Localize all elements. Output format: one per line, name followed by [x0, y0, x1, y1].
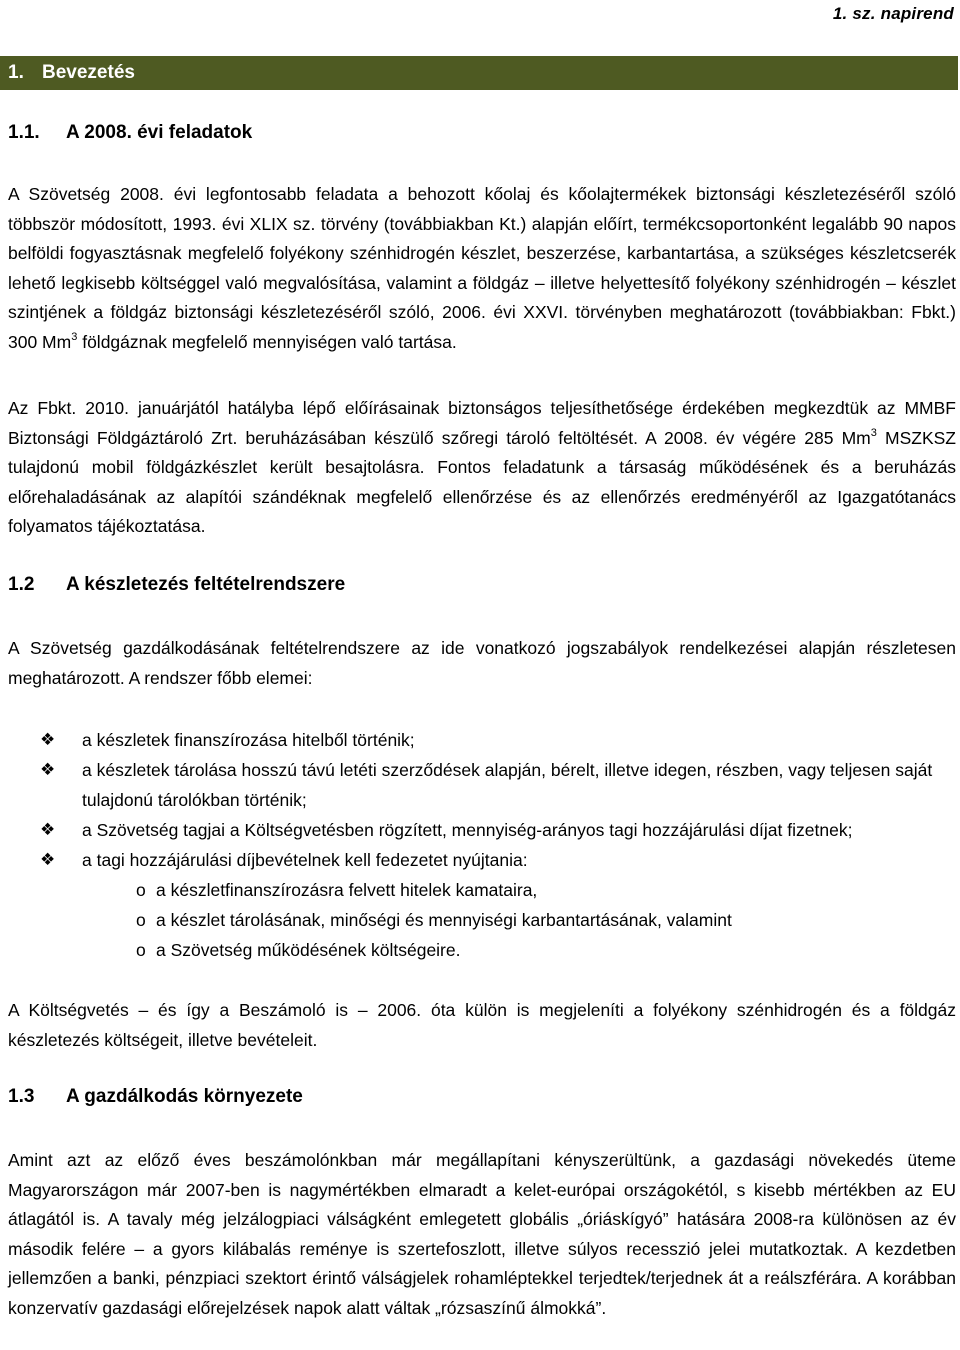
agenda-label: 1. sz. napirend: [832, 4, 954, 23]
list-item-text: a Szövetség tagjai a Költségvetésben rögzített, mennyiség-arányos tagi hozzájárulási díjat fizetnek;: [82, 820, 853, 840]
section-number: 1.: [8, 62, 24, 83]
circle-bullet-icon: o: [136, 940, 146, 960]
paragraph-framework: [8, 634, 956, 693]
list-item-text: a tagi hozzájárulási díjbevételnek kell fedezetet nyújtania:: [82, 850, 528, 870]
circle-bullet-icon: o: [136, 880, 146, 900]
superscript: 3: [870, 426, 877, 439]
diamond-bullet-icon: ❖: [40, 820, 56, 840]
paragraph-text: Az Fbkt. 2010. januárjától hatályba lépő előírásainak biztonságos teljesíthetősége érdekében megkezdtük az MMBF Biztonsági Földgáztároló Zrt. beruházásában készülő szőregi tároló feltöltését. A 2008. év végére 285 Mm: [8, 398, 956, 448]
sub-list-item: [82, 935, 940, 965]
diamond-bullet-icon: ❖: [40, 760, 56, 780]
paragraph-text: földgáznak megfelelő mennyiségen való tartása.: [77, 331, 457, 352]
list-item: [40, 845, 940, 965]
paragraph-text: A Költségvetés – és így a Beszámoló is – 2006. óta külön is megjeleníti a folyékony szénhidrogén és a földgáz készletezés költségeit, illetve bevételeit.: [8, 1000, 956, 1050]
list-item-text: a készletek finanszírozása hitelből történik;: [82, 730, 415, 750]
paragraph-text: Amint azt az előző éves beszámolónkban már megállapítani kényszerültünk, a gazdasági növekedés üteme Magyarországon már 2007-ben is nagymértékben elmaradt a kelet-európai országokétól, s kisebb mértékben az EU átlagától is. A tavaly még jelzálogpiaci válságként emlegetett globális „óriáskígyó” hatására 2008-ra különösen az év második felére – a gyors kilábalás reménye is szertefoszlott, illetve súlyos recesszió jelei mutatkoztak. A kezdetben jellemzően a banki, pénzpiaci szektort érintő válságjelek rohamléptekkel terjedtek/terjednek át a reálszférára. A korábban konzervatív gazdasági előrejelzések napok alatt váltak „rózsaszínű álmokká”.: [8, 1150, 956, 1318]
paragraph-tasks: [8, 180, 956, 357]
heading-number: 1.2: [8, 574, 35, 595]
circle-bullet-icon: o: [136, 910, 146, 930]
superscript: 3: [71, 330, 78, 343]
list-item-text: a készletek tárolása hosszú távú letéti szerződések alapján, bérelt, illetve idegen, részben, vagy teljesen saját tulajdonú tárolókban történik;: [82, 760, 933, 810]
heading-1-2: [8, 574, 345, 596]
diamond-bullet-icon: ❖: [40, 850, 56, 870]
paragraph-environment: [8, 1146, 956, 1323]
diamond-bullet-icon: ❖: [40, 730, 56, 750]
heading-title: A 2008. évi feladatok: [66, 122, 253, 143]
bullet-list: [40, 725, 940, 965]
heading-title: A gazdálkodás környezete: [66, 1086, 303, 1107]
paragraph-text: MSZKSZ tulajdonú mobil földgázkészlet került besajtolásra. Fontos feladatunk a társaság működésének és a beruházás előrehaladásának az alapítói szándéknak megfelelő ellenőrzése és az ellenőrzés eredményéről az Igazgatótanács folyamatos tájékoztatása.: [8, 427, 956, 536]
heading-1-3: [8, 1086, 303, 1108]
heading-number: 1.3: [8, 1086, 35, 1107]
sub-list-item: [82, 905, 940, 935]
sub-list: [82, 875, 940, 965]
paragraph-budget: [8, 996, 956, 1055]
section-banner: [0, 56, 958, 90]
heading-1-1: [8, 122, 252, 144]
sub-list-item-text: a Szövetség működésének költségeire.: [156, 940, 461, 960]
list-item: [40, 725, 940, 755]
paragraph-text: A Szövetség gazdálkodásának feltételrendszere az ide vonatkozó jogszabályok rendelkezései alapján részletesen meghatározott. A rendszer főbb elemei:: [8, 638, 956, 688]
paragraph-text: A Szövetség 2008. évi legfontosabb feladata a behozott kőolaj és kőolajtermékek biztonsági készletezéséről szóló többször módosított, 1993. évi XLIX sz. törvény (továbbiakban Kt.) alapján előírt, termékcsoportonként legalább 90 napos belföldi fogyasztásnak megfelelő folyékony szénhidrogén készlet, beszerzése, karbantartása, a szükséges készletcserék lehető legkisebb költséggel való megvalósítása, valamint a földgáz – illetve helyettesítő folyékony szénhidrogén – készlet szintjének a földgáz biztonsági készletezéséről szóló, 2006. évi XXVI. törvényben meghatározott (továbbiakban: Fbkt.) 300 Mm: [8, 184, 956, 352]
heading-title: A készletezés feltételrendszere: [66, 574, 346, 595]
section-title: Bevezetés: [42, 62, 135, 83]
list-item: [40, 755, 940, 815]
sub-list-item-text: a készletfinanszírozásra felvett hitelek kamataira,: [156, 880, 538, 900]
heading-number: 1.1.: [8, 122, 40, 143]
sub-list-item-text: a készlet tárolásának, minőségi és mennyiségi karbantartásának, valamint: [156, 910, 732, 930]
sub-list-item: [82, 875, 940, 905]
paragraph-fbkt: [8, 394, 956, 542]
list-item: [40, 815, 940, 845]
